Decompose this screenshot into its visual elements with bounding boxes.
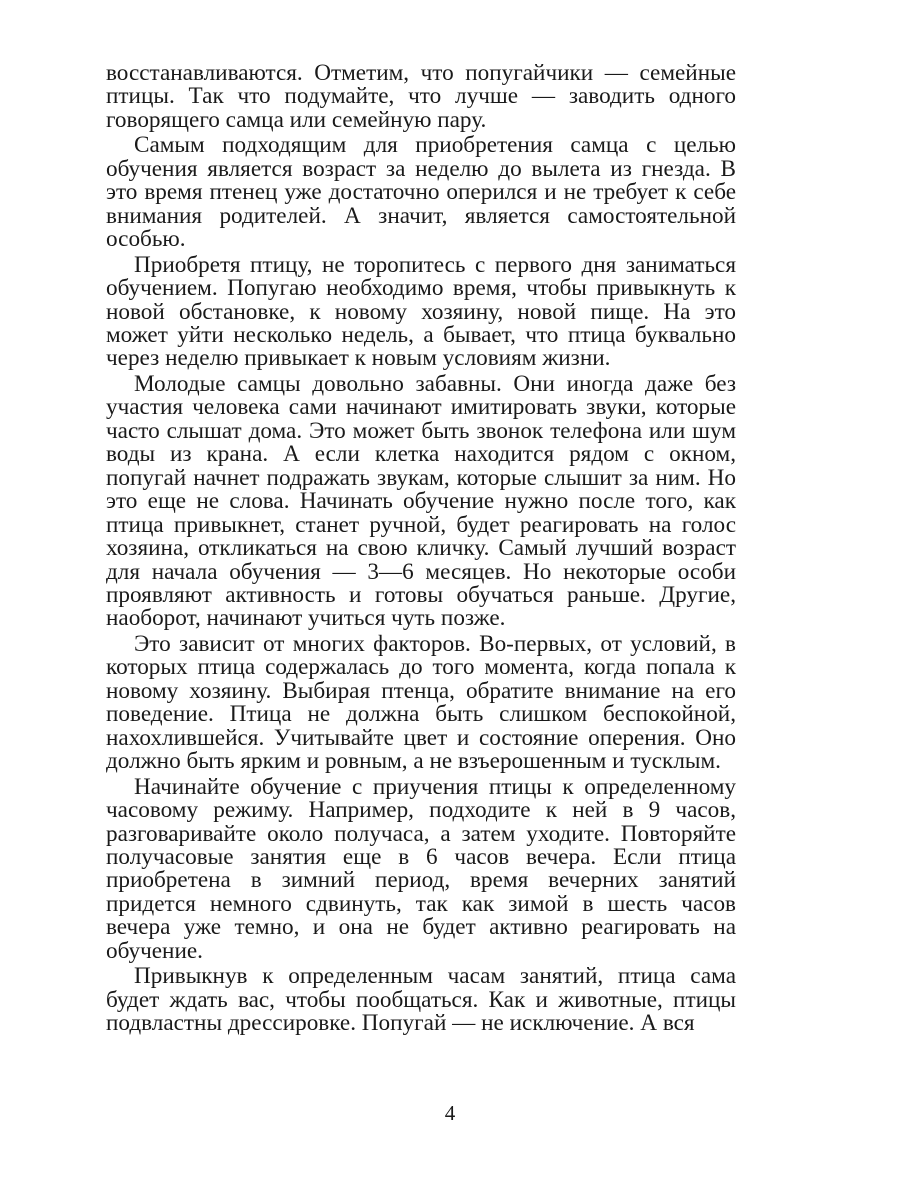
body-text [106, 62, 736, 1036]
paragraph-5: Это зависит от многих факторов. Во-первых, от условий, в которых птица содержалась до того момента, когда попала к новому хозяину. Выбирая птенца, обратите внимание на его поведение. Птица не должна быть слишком беспокойной, нахохлившейся. Учитывайте цвет и состояние оперения. Оно должно быть ярким и ровным, а не взъерошенным и тусклым. [106, 630, 736, 775]
paragraph-6: Начинайте обучение с приучения птицы к определенному часовому режиму. Например, подходите к ней в 9 часов, разговаривайте около получаса, а затем уходите. Повторяйте получасовые занятия еще в 6 часов вечера. Если птица приобретена в зимний период, время вечерних занятий придется немного сдвинуть, так как зимой в шесть часов вечера уже темно, и она не будет активно реагировать на обучение. [106, 773, 736, 964]
paragraph-1: восстанавливаются. Отметим, что попугайчики — семейные птицы. Так что подумайте, что лучше — заводить одного говорящего самца или семейную пару. [106, 60, 736, 133]
paragraph-2: Самым подходящим для приобретения самца с целью обучения является возраст за неделю до вылета из гнезда. В это время птенец уже достаточно оперился и не требует к себе внимания родителей. А значит, является самостоятельной особью. [106, 132, 736, 253]
page-number: 4 [444, 1101, 456, 1125]
paragraph-4: Молодые самцы довольно забавны. Они иногда даже без участия человека сами начинают имитировать звуки, которые часто слышат дома. Это может быть звонок телефона или шум воды из крана. А если клетка находится рядом с окном, попугай начнет подражать звукам, которые слышит за ним. Но это еще не слова. Начинать обучение нужно после того, как птица привыкнет, станет ручной, будет реагировать на голос хозяина, откликаться на свою кличку. Самый лучший возраст для начала обучения — 3—6 месяцев. Но некоторые особи проявляют активность и готовы обучаться раньше. Другие, наоборот, начинают учиться чуть позже. [106, 370, 736, 632]
paragraph-3: Приобретя птицу, не торопитесь с первого дня заниматься обучением. Попугаю необходимо время, чтобы привыкнуть к новой обстановке, к новому хозяину, новой пище. На это может уйти несколько недель, а бывает, что птица буквально через неделю привыкает к новым условиям жизни. [106, 251, 736, 372]
paragraph-7: Привыкнув к определенным часам занятий, птица сама будет ждать вас, чтобы пообщаться. Как и животные, птицы подвластны дрессировке. Попугай — не исключение. А вся [106, 963, 736, 1037]
